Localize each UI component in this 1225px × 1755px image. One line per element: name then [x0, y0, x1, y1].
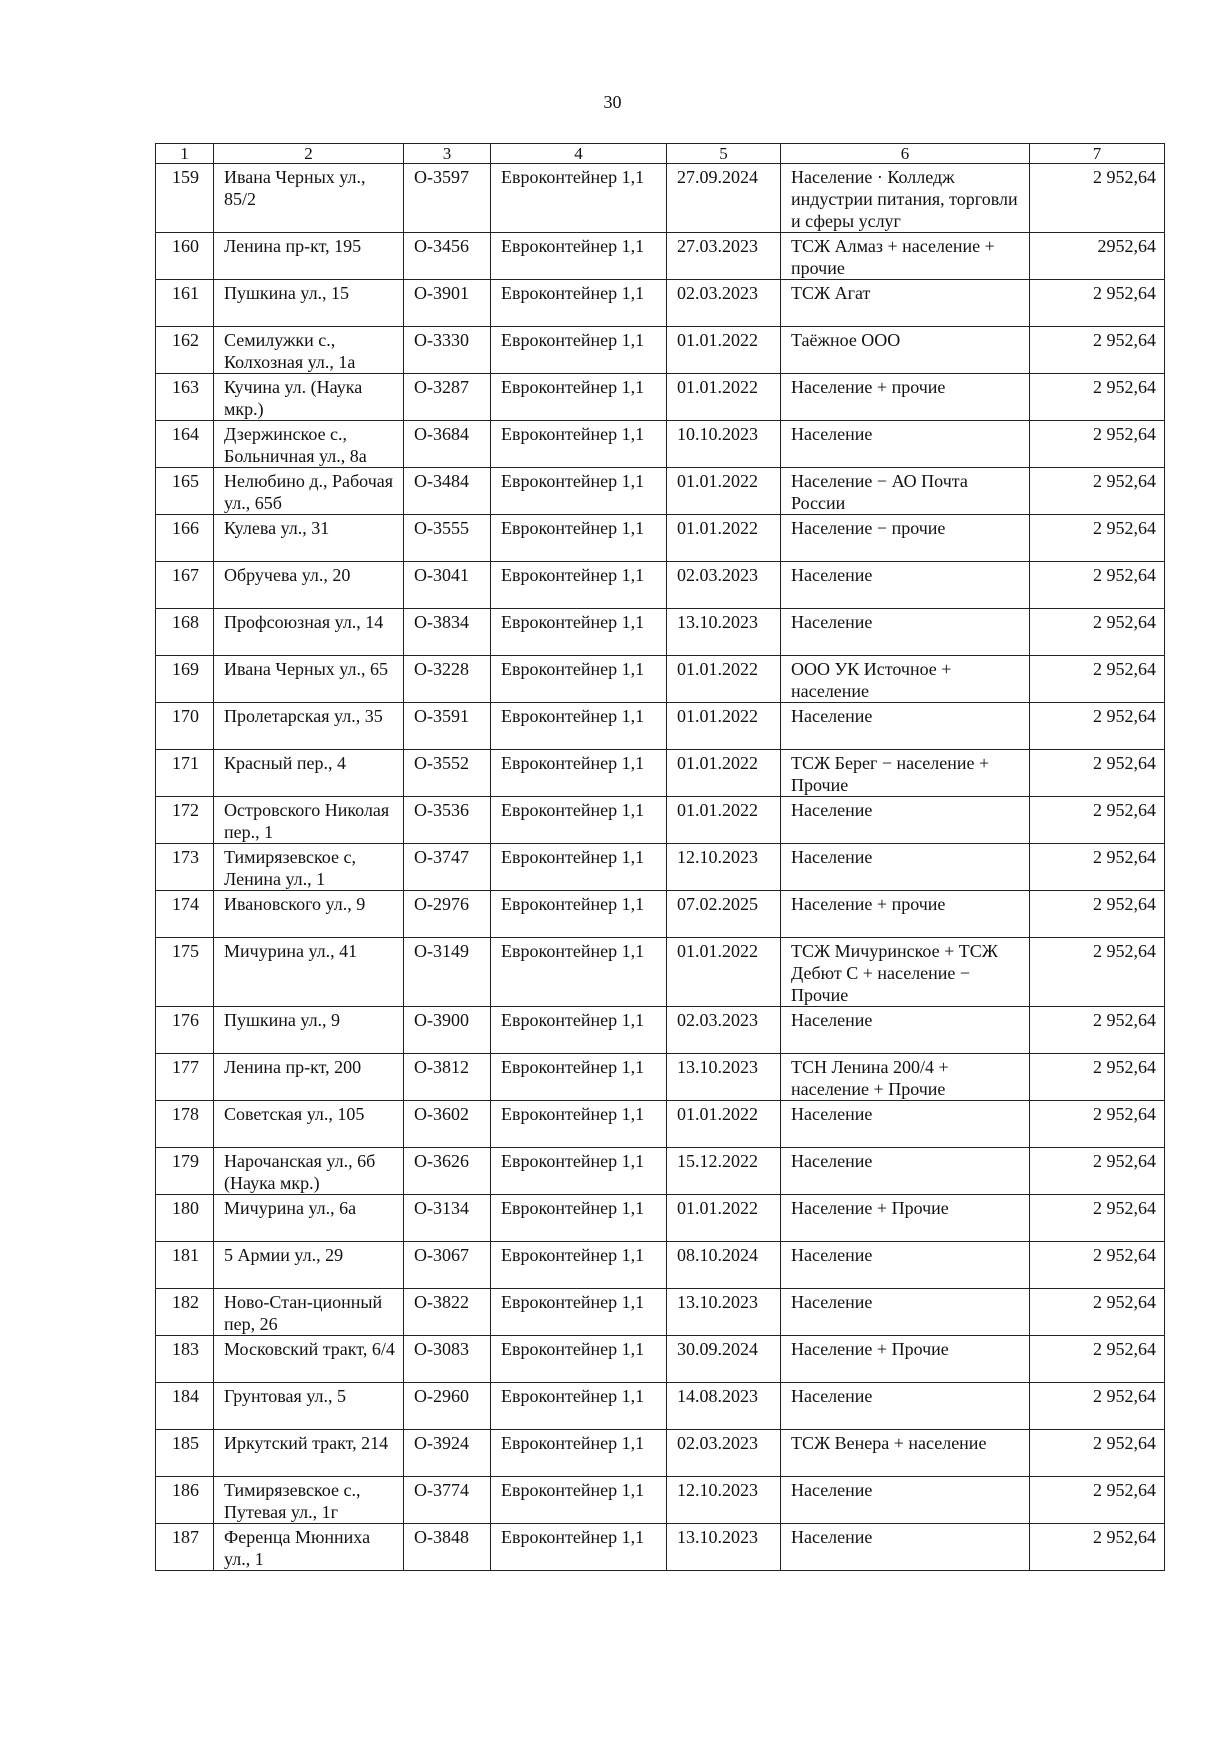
- address-cell: Кулева ул., 31: [214, 515, 404, 562]
- container-cell: Евроконтейнер 1,1: [491, 515, 667, 562]
- address-cell: Мичурина ул., 6а: [214, 1195, 404, 1242]
- date-cell: 30.09.2024: [667, 1336, 781, 1383]
- address-cell: Московский тракт, 6/4: [214, 1336, 404, 1383]
- object-code-cell: О-3901: [404, 280, 491, 327]
- column-header: 4: [491, 144, 667, 164]
- table-row: [156, 1430, 1165, 1477]
- amount-cell: 2 952,64: [1030, 515, 1165, 562]
- date-cell: 13.10.2023: [667, 1054, 781, 1101]
- container-cell: Евроконтейнер 1,1: [491, 1195, 667, 1242]
- amount-cell: 2 952,64: [1030, 1054, 1165, 1101]
- date-cell: 01.01.2022: [667, 327, 781, 374]
- object-code-cell: О-2976: [404, 891, 491, 938]
- object-code-cell: О-3602: [404, 1101, 491, 1148]
- date-cell: 02.03.2023: [667, 1007, 781, 1054]
- container-cell: Евроконтейнер 1,1: [491, 562, 667, 609]
- object-code-cell: О-2960: [404, 1383, 491, 1430]
- container-cell: Евроконтейнер 1,1: [491, 1007, 667, 1054]
- date-cell: 02.03.2023: [667, 1430, 781, 1477]
- date-cell: 02.03.2023: [667, 280, 781, 327]
- date-cell: 15.12.2022: [667, 1148, 781, 1195]
- organization-cell: Население · Колледж индустрии питания, торговли и сферы услуг: [781, 164, 1030, 233]
- row-number: 179: [156, 1148, 214, 1195]
- address-cell: Профсоюзная ул., 14: [214, 609, 404, 656]
- address-cell: Ивана Черных ул., 65: [214, 656, 404, 703]
- container-cell: Евроконтейнер 1,1: [491, 1242, 667, 1289]
- column-header: 7: [1030, 144, 1165, 164]
- table-row: [156, 164, 1165, 233]
- address-cell: Красный пер., 4: [214, 750, 404, 797]
- amount-cell: 2 952,64: [1030, 1524, 1165, 1571]
- amount-cell: 2 952,64: [1030, 562, 1165, 609]
- organization-cell: Население: [781, 1383, 1030, 1430]
- organization-cell: Население: [781, 1242, 1030, 1289]
- date-cell: 02.03.2023: [667, 562, 781, 609]
- row-number: 182: [156, 1289, 214, 1336]
- organization-cell: Население + Прочие: [781, 1336, 1030, 1383]
- row-number: 186: [156, 1477, 214, 1524]
- object-code-cell: О-3626: [404, 1148, 491, 1195]
- table-row: [156, 468, 1165, 515]
- container-cell: Евроконтейнер 1,1: [491, 1477, 667, 1524]
- organization-cell: Население + прочие: [781, 891, 1030, 938]
- address-cell: Дзержинское с., Больничная ул., 8а: [214, 421, 404, 468]
- organization-cell: ТСЖ Алмаз + население + прочие: [781, 233, 1030, 280]
- organization-cell: Население: [781, 1007, 1030, 1054]
- amount-cell: 2 952,64: [1030, 609, 1165, 656]
- table-row: [156, 1383, 1165, 1430]
- table-row: [156, 1477, 1165, 1524]
- address-cell: Ивана Черных ул., 85/2: [214, 164, 404, 233]
- amount-cell: 2 952,64: [1030, 938, 1165, 1007]
- row-number: 181: [156, 1242, 214, 1289]
- table-row: [156, 750, 1165, 797]
- address-cell: Пушкина ул., 9: [214, 1007, 404, 1054]
- amount-cell: 2 952,64: [1030, 1430, 1165, 1477]
- column-header: 2: [214, 144, 404, 164]
- table-row: [156, 1524, 1165, 1571]
- organization-cell: Население: [781, 844, 1030, 891]
- date-cell: 01.01.2022: [667, 1195, 781, 1242]
- table-row: [156, 891, 1165, 938]
- table-row: [156, 1054, 1165, 1101]
- container-cell: Евроконтейнер 1,1: [491, 703, 667, 750]
- registry-table: [155, 143, 1165, 1571]
- date-cell: 27.03.2023: [667, 233, 781, 280]
- organization-cell: Население: [781, 1289, 1030, 1336]
- row-number: 167: [156, 562, 214, 609]
- organization-cell: ТСЖ Венера + население: [781, 1430, 1030, 1477]
- row-number: 164: [156, 421, 214, 468]
- object-code-cell: О-3774: [404, 1477, 491, 1524]
- amount-cell: 2 952,64: [1030, 1007, 1165, 1054]
- amount-cell: 2 952,64: [1030, 656, 1165, 703]
- date-cell: 01.01.2022: [667, 468, 781, 515]
- date-cell: 01.01.2022: [667, 515, 781, 562]
- table-row: [156, 1101, 1165, 1148]
- table-row: [156, 1148, 1165, 1195]
- organization-cell: Население: [781, 797, 1030, 844]
- object-code-cell: О-3067: [404, 1242, 491, 1289]
- row-number: 172: [156, 797, 214, 844]
- table-row: [156, 1007, 1165, 1054]
- date-cell: 01.01.2022: [667, 797, 781, 844]
- address-cell: 5 Армии ул., 29: [214, 1242, 404, 1289]
- container-cell: Евроконтейнер 1,1: [491, 797, 667, 844]
- date-cell: 01.01.2022: [667, 750, 781, 797]
- table-row: [156, 562, 1165, 609]
- organization-cell: ТСН Ленина 200/4 + население + Прочие: [781, 1054, 1030, 1101]
- container-cell: Евроконтейнер 1,1: [491, 327, 667, 374]
- row-number: 161: [156, 280, 214, 327]
- container-cell: Евроконтейнер 1,1: [491, 280, 667, 327]
- container-cell: Евроконтейнер 1,1: [491, 1430, 667, 1477]
- row-number: 175: [156, 938, 214, 1007]
- row-number: 169: [156, 656, 214, 703]
- amount-cell: 2 952,64: [1030, 374, 1165, 421]
- container-cell: Евроконтейнер 1,1: [491, 844, 667, 891]
- table-row: [156, 1195, 1165, 1242]
- amount-cell: 2 952,64: [1030, 703, 1165, 750]
- amount-cell: 2 952,64: [1030, 891, 1165, 938]
- amount-cell: 2 952,64: [1030, 468, 1165, 515]
- amount-cell: 2 952,64: [1030, 327, 1165, 374]
- organization-cell: Население + прочие: [781, 374, 1030, 421]
- container-cell: Евроконтейнер 1,1: [491, 1383, 667, 1430]
- object-code-cell: О-3591: [404, 703, 491, 750]
- page-number: 30: [603, 92, 622, 112]
- table-row: [156, 1289, 1165, 1336]
- row-number: 177: [156, 1054, 214, 1101]
- column-header: 3: [404, 144, 491, 164]
- row-number: 162: [156, 327, 214, 374]
- address-cell: Тимирязевское с., Путевая ул., 1г: [214, 1477, 404, 1524]
- organization-cell: ТСЖ Мичуринское + ТСЖ Дебют С + население − Прочие: [781, 938, 1030, 1007]
- organization-cell: ТСЖ Агат: [781, 280, 1030, 327]
- date-cell: 13.10.2023: [667, 1289, 781, 1336]
- table-row: [156, 609, 1165, 656]
- table-row: [156, 656, 1165, 703]
- date-cell: 10.10.2023: [667, 421, 781, 468]
- object-code-cell: О-3456: [404, 233, 491, 280]
- container-cell: Евроконтейнер 1,1: [491, 938, 667, 1007]
- row-number: 159: [156, 164, 214, 233]
- table-row: [156, 1336, 1165, 1383]
- object-code-cell: О-3134: [404, 1195, 491, 1242]
- table-row: [156, 844, 1165, 891]
- column-header: 6: [781, 144, 1030, 164]
- amount-cell: 2 952,64: [1030, 797, 1165, 844]
- amount-cell: 2 952,64: [1030, 1383, 1165, 1430]
- container-cell: Евроконтейнер 1,1: [491, 609, 667, 656]
- address-cell: Островского Николая пер., 1: [214, 797, 404, 844]
- date-cell: 13.10.2023: [667, 1524, 781, 1571]
- date-cell: 01.01.2022: [667, 656, 781, 703]
- table-row: [156, 703, 1165, 750]
- row-number: 170: [156, 703, 214, 750]
- amount-cell: 2 952,64: [1030, 280, 1165, 327]
- row-number: 187: [156, 1524, 214, 1571]
- container-cell: Евроконтейнер 1,1: [491, 1336, 667, 1383]
- row-number: 163: [156, 374, 214, 421]
- row-number: 160: [156, 233, 214, 280]
- object-code-cell: О-3330: [404, 327, 491, 374]
- table-row: [156, 938, 1165, 1007]
- address-cell: Ново-Стан-ционный пер, 26: [214, 1289, 404, 1336]
- row-number: 178: [156, 1101, 214, 1148]
- row-number: 165: [156, 468, 214, 515]
- container-cell: Евроконтейнер 1,1: [491, 1101, 667, 1148]
- amount-cell: 2 952,64: [1030, 1477, 1165, 1524]
- organization-cell: Население: [781, 609, 1030, 656]
- object-code-cell: О-3228: [404, 656, 491, 703]
- organization-cell: Население: [781, 1148, 1030, 1195]
- address-cell: Нелюбино д., Рабочая ул., 65б: [214, 468, 404, 515]
- container-cell: Евроконтейнер 1,1: [491, 891, 667, 938]
- table-row: [156, 421, 1165, 468]
- amount-cell: 2 952,64: [1030, 421, 1165, 468]
- table-row: [156, 1242, 1165, 1289]
- object-code-cell: О-3848: [404, 1524, 491, 1571]
- date-cell: 12.10.2023: [667, 844, 781, 891]
- date-cell: 01.01.2022: [667, 374, 781, 421]
- address-cell: Пушкина ул., 15: [214, 280, 404, 327]
- organization-cell: ООО УК Источное + население: [781, 656, 1030, 703]
- address-cell: Мичурина ул., 41: [214, 938, 404, 1007]
- container-cell: Евроконтейнер 1,1: [491, 1148, 667, 1195]
- organization-cell: Население: [781, 421, 1030, 468]
- organization-cell: Население: [781, 1477, 1030, 1524]
- row-number: 168: [156, 609, 214, 656]
- address-cell: Ленина пр-кт, 195: [214, 233, 404, 280]
- amount-cell: 2 952,64: [1030, 844, 1165, 891]
- object-code-cell: О-3484: [404, 468, 491, 515]
- container-cell: Евроконтейнер 1,1: [491, 1054, 667, 1101]
- object-code-cell: О-3822: [404, 1289, 491, 1336]
- date-cell: 27.09.2024: [667, 164, 781, 233]
- address-cell: Грунтовая ул., 5: [214, 1383, 404, 1430]
- object-code-cell: О-3555: [404, 515, 491, 562]
- organization-cell: Население: [781, 562, 1030, 609]
- address-cell: Пролетарская ул., 35: [214, 703, 404, 750]
- organization-cell: Население: [781, 1524, 1030, 1571]
- container-cell: Евроконтейнер 1,1: [491, 1524, 667, 1571]
- row-number: 185: [156, 1430, 214, 1477]
- date-cell: 08.10.2024: [667, 1242, 781, 1289]
- date-cell: 12.10.2023: [667, 1477, 781, 1524]
- address-cell: Нарочанская ул., 6б (Наука мкр.): [214, 1148, 404, 1195]
- address-cell: Иркутский тракт, 214: [214, 1430, 404, 1477]
- object-code-cell: О-3536: [404, 797, 491, 844]
- table-row: [156, 280, 1165, 327]
- organization-cell: ТСЖ Берег − население + Прочие: [781, 750, 1030, 797]
- date-cell: 13.10.2023: [667, 609, 781, 656]
- address-cell: Советская ул., 105: [214, 1101, 404, 1148]
- row-number: 180: [156, 1195, 214, 1242]
- amount-cell: 2 952,64: [1030, 1289, 1165, 1336]
- container-cell: Евроконтейнер 1,1: [491, 421, 667, 468]
- organization-cell: Население: [781, 1101, 1030, 1148]
- organization-cell: Население + Прочие: [781, 1195, 1030, 1242]
- organization-cell: Население − прочие: [781, 515, 1030, 562]
- address-cell: Обручева ул., 20: [214, 562, 404, 609]
- container-cell: Евроконтейнер 1,1: [491, 1289, 667, 1336]
- object-code-cell: О-3834: [404, 609, 491, 656]
- address-cell: Семилужки с., Колхозная ул., 1а: [214, 327, 404, 374]
- object-code-cell: О-3900: [404, 1007, 491, 1054]
- date-cell: 14.08.2023: [667, 1383, 781, 1430]
- date-cell: 01.01.2022: [667, 703, 781, 750]
- date-cell: 01.01.2022: [667, 938, 781, 1007]
- amount-cell: 2 952,64: [1030, 1242, 1165, 1289]
- object-code-cell: О-3041: [404, 562, 491, 609]
- object-code-cell: О-3684: [404, 421, 491, 468]
- row-number: 176: [156, 1007, 214, 1054]
- row-number: 183: [156, 1336, 214, 1383]
- object-code-cell: О-3812: [404, 1054, 491, 1101]
- container-cell: Евроконтейнер 1,1: [491, 233, 667, 280]
- address-cell: Ленина пр-кт, 200: [214, 1054, 404, 1101]
- object-code-cell: О-3924: [404, 1430, 491, 1477]
- date-cell: 01.01.2022: [667, 1101, 781, 1148]
- row-number: 166: [156, 515, 214, 562]
- amount-cell: 2 952,64: [1030, 164, 1165, 233]
- organization-cell: Таёжное ООО: [781, 327, 1030, 374]
- amount-cell: 2952,64: [1030, 233, 1165, 280]
- object-code-cell: О-3287: [404, 374, 491, 421]
- object-code-cell: О-3149: [404, 938, 491, 1007]
- address-cell: Ивановского ул., 9: [214, 891, 404, 938]
- organization-cell: Население: [781, 703, 1030, 750]
- column-header: 5: [667, 144, 781, 164]
- container-cell: Евроконтейнер 1,1: [491, 656, 667, 703]
- header-row: [156, 144, 1165, 164]
- row-number: 173: [156, 844, 214, 891]
- object-code-cell: О-3747: [404, 844, 491, 891]
- object-code-cell: О-3552: [404, 750, 491, 797]
- amount-cell: 2 952,64: [1030, 1195, 1165, 1242]
- amount-cell: 2 952,64: [1030, 750, 1165, 797]
- row-number: 184: [156, 1383, 214, 1430]
- row-number: 174: [156, 891, 214, 938]
- table-row: [156, 233, 1165, 280]
- container-cell: Евроконтейнер 1,1: [491, 750, 667, 797]
- date-cell: 07.02.2025: [667, 891, 781, 938]
- organization-cell: Население − АО Почта России: [781, 468, 1030, 515]
- container-cell: Евроконтейнер 1,1: [491, 468, 667, 515]
- address-cell: Кучина ул. (Наука мкр.): [214, 374, 404, 421]
- table-row: [156, 797, 1165, 844]
- object-code-cell: О-3597: [404, 164, 491, 233]
- table-row: [156, 515, 1165, 562]
- table-row: [156, 374, 1165, 421]
- row-number: 171: [156, 750, 214, 797]
- container-cell: Евроконтейнер 1,1: [491, 164, 667, 233]
- object-code-cell: О-3083: [404, 1336, 491, 1383]
- amount-cell: 2 952,64: [1030, 1148, 1165, 1195]
- amount-cell: 2 952,64: [1030, 1336, 1165, 1383]
- address-cell: Ференца Мюнниха ул., 1: [214, 1524, 404, 1571]
- address-cell: Тимирязевское с, Ленина ул., 1: [214, 844, 404, 891]
- table-row: [156, 327, 1165, 374]
- column-header: 1: [156, 144, 214, 164]
- amount-cell: 2 952,64: [1030, 1101, 1165, 1148]
- container-cell: Евроконтейнер 1,1: [491, 374, 667, 421]
